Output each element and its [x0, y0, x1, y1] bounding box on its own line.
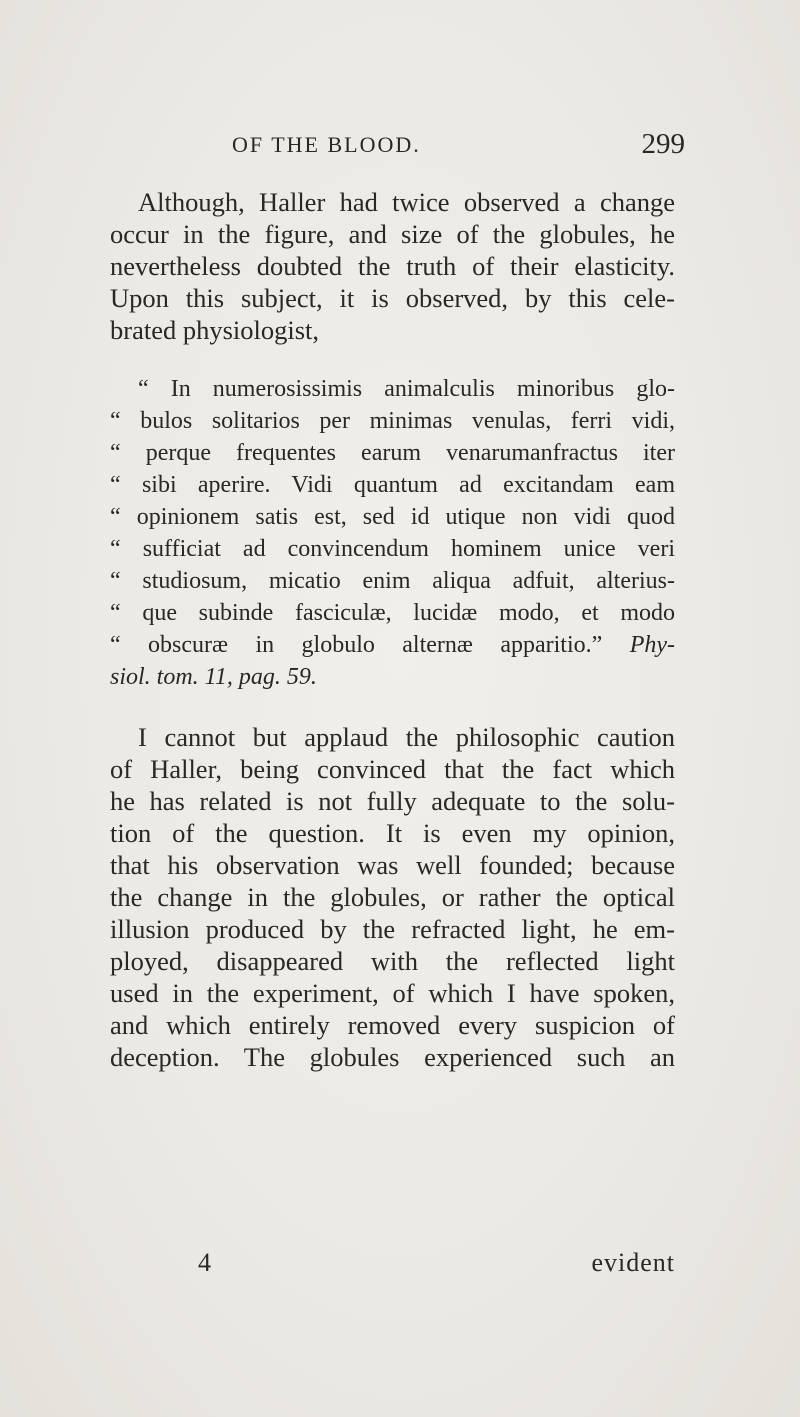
text-line: nevertheless doubted the truth of their elasticity. — [110, 251, 675, 281]
text-line: occur in the figure, and size of the globules, he — [110, 219, 675, 249]
text-line: he has related is not fully adequate to the solu- — [110, 786, 675, 816]
quote-line: “ sufficiat ad convincendum hominem unice veri — [110, 536, 675, 562]
text-line: ployed, disappeared with the reflected light — [110, 946, 675, 976]
quote-line: “ bulos solitarios per minimas venulas, ferri vidi, — [110, 408, 675, 434]
text-line: the change in the globules, or rather the optical — [110, 882, 675, 912]
quote-line: “ que subinde fasciculæ, lucidæ modo, et modo — [110, 600, 675, 626]
running-head: OF THE BLOOD. — [232, 132, 421, 157]
text-line: that his observation was well founded; because — [110, 850, 675, 880]
text-line: of Haller, being convinced that the fact which — [110, 754, 675, 784]
latin-quotation — [110, 373, 675, 693]
quote-line: “ sibi aperire. Vidi quantum ad excitandam eam — [110, 472, 675, 498]
page-footer — [110, 1248, 675, 1280]
text-line: illusion produced by the refracted light, he em- — [110, 914, 675, 944]
quote-line-with-citation — [110, 629, 675, 661]
text-line: and which entirely removed every suspicion of — [110, 1010, 675, 1040]
paragraph-1 — [110, 186, 675, 346]
quote-line: “ perque frequentes earum venarumanfractus iter — [110, 440, 675, 466]
text-line: used in the experiment, of which I have spoken, — [110, 978, 675, 1008]
page-header — [110, 128, 685, 168]
quote-line: “ In numerosissimis animalculis minoribus glo- — [138, 376, 675, 402]
quote-line: “ opinionem satis est, sed id utique non vidi quod — [110, 504, 675, 530]
quote-line: “ studiosum, micatio enim aliqua adfuit, alterius- — [110, 568, 675, 594]
text-line: I cannot but applaud the philosophic caution — [138, 722, 675, 752]
signature-mark: 4 — [198, 1248, 211, 1277]
page-body — [110, 186, 675, 1073]
citation-end: siol. tom. 11, pag. 59. — [110, 664, 317, 690]
catchword: evident — [591, 1248, 675, 1277]
text-line: deception. The globules experienced such an — [110, 1042, 675, 1072]
page-number: 299 — [641, 128, 685, 160]
citation-start: Phy- — [629, 632, 675, 658]
text-line: tion of the question. It is even my opinion, — [110, 818, 675, 848]
quote-line-text: “ obscuræ in globulo alternæ apparitio.” — [110, 632, 603, 658]
text-line: Upon this subject, it is observed, by this cele- — [110, 283, 675, 313]
paragraph-2 — [110, 721, 675, 1073]
text-line: Although, Haller had twice observed a change — [138, 187, 675, 217]
text-line: brated physiologist, — [110, 315, 320, 345]
